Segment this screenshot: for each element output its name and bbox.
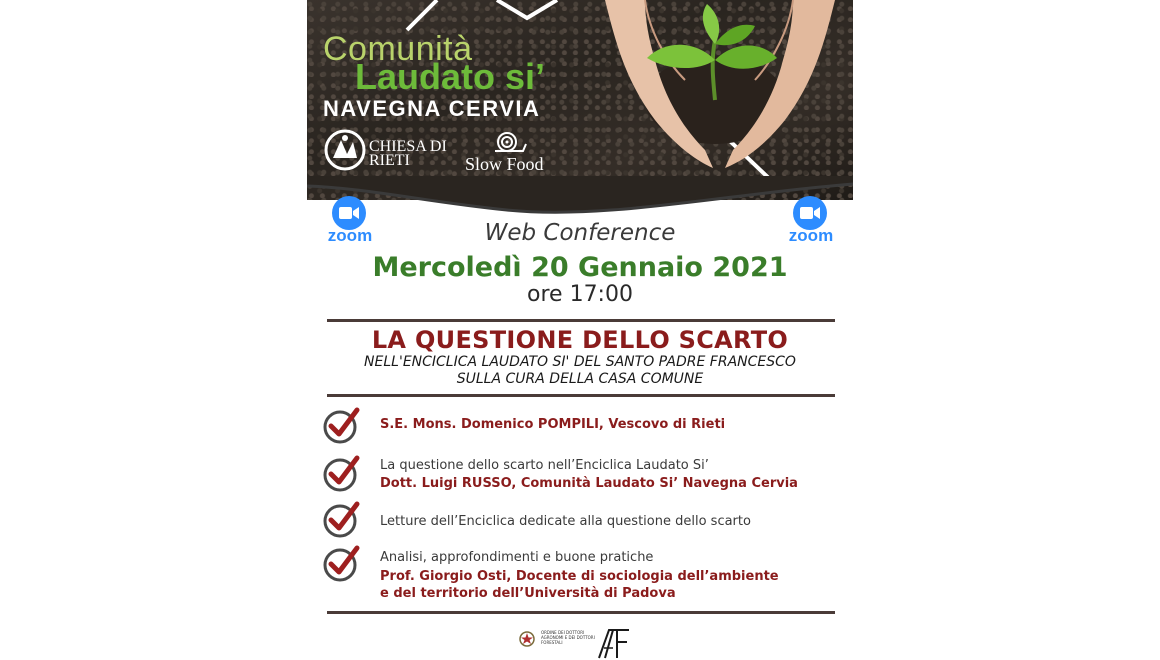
slow-food-logo — [465, 130, 557, 178]
agenda-description: La questione dello scarto nell’Enciclica Laudato Si’ — [380, 458, 709, 473]
zoom-label-left: zoom — [327, 226, 373, 245]
agenda-item — [323, 544, 843, 602]
chiesa-text: CHIESA DI RIETI — [369, 138, 447, 169]
italian-emblem-icon — [519, 630, 535, 648]
checkmark-icon — [323, 500, 361, 538]
agenda-speaker: Dott. Luigi RUSSO, Comunità Laudato Si’ Navegna Cervia — [380, 476, 798, 491]
chiesa-di-rieti-logo — [323, 128, 447, 174]
topic-subtitle-line2: SULLA CURA DELLA CASA COMUNE — [456, 371, 704, 387]
chiesa-emblem-icon — [323, 128, 367, 172]
agenda-item — [323, 500, 843, 540]
snail-icon — [493, 130, 527, 154]
agenda-item — [323, 454, 843, 496]
zoom-label-right: zoom — [788, 226, 834, 245]
title-comunita: Comunità — [323, 30, 473, 68]
event-time: ore 17:00 — [527, 282, 633, 307]
event-date: Mercoledì 20 Gennaio 2021 — [372, 252, 788, 283]
agenda-item — [323, 406, 843, 446]
checkmark-icon — [323, 544, 361, 582]
agenda-description: Analisi, approfondimenti e buone pratiche — [380, 550, 654, 565]
agenda-description: Letture dell’Enciclica dedicate alla questione dello scarto — [380, 514, 751, 529]
divider-top — [327, 319, 835, 322]
slow-food-text: Slow Food — [465, 154, 544, 174]
af-logo-icon — [595, 626, 635, 660]
title-navegna-cervia: NAVEGNA CERVIA — [323, 96, 541, 121]
wave-divider — [307, 176, 853, 216]
event-poster — [307, 0, 853, 660]
agenda-speaker: S.E. Mons. Domenico POMPILI, Vescovo di Rieti — [380, 417, 726, 432]
odaf-text: ORDINE DEI DOTTORI AGRONOMI E DEI DOTTORI FORESTALI — [541, 630, 595, 645]
title-laudato-si: Laudato si’ — [355, 56, 546, 97]
topic-title: LA QUESTIONE DELLO SCARTO — [371, 326, 789, 354]
topic-subtitle-line1: NELL'ENCICLICA LAUDATO SI' DEL SANTO PADRE FRANCESCO — [364, 354, 796, 370]
divider-middle — [327, 394, 835, 397]
event-type: Web Conference — [484, 220, 676, 246]
footer-logos — [517, 626, 637, 660]
hero-image — [307, 0, 853, 200]
agenda-speaker-affiliation: e del territorio dell’Università di Padova — [380, 586, 676, 601]
topic-subtitle — [307, 354, 853, 388]
checkmark-icon — [323, 406, 361, 444]
divider-bottom — [327, 611, 835, 614]
hands-with-seedling-image — [585, 0, 853, 200]
checkmark-icon — [323, 454, 361, 492]
agenda-speaker: Prof. Giorgio Osti, Docente di sociologia dell’ambiente — [380, 569, 779, 584]
